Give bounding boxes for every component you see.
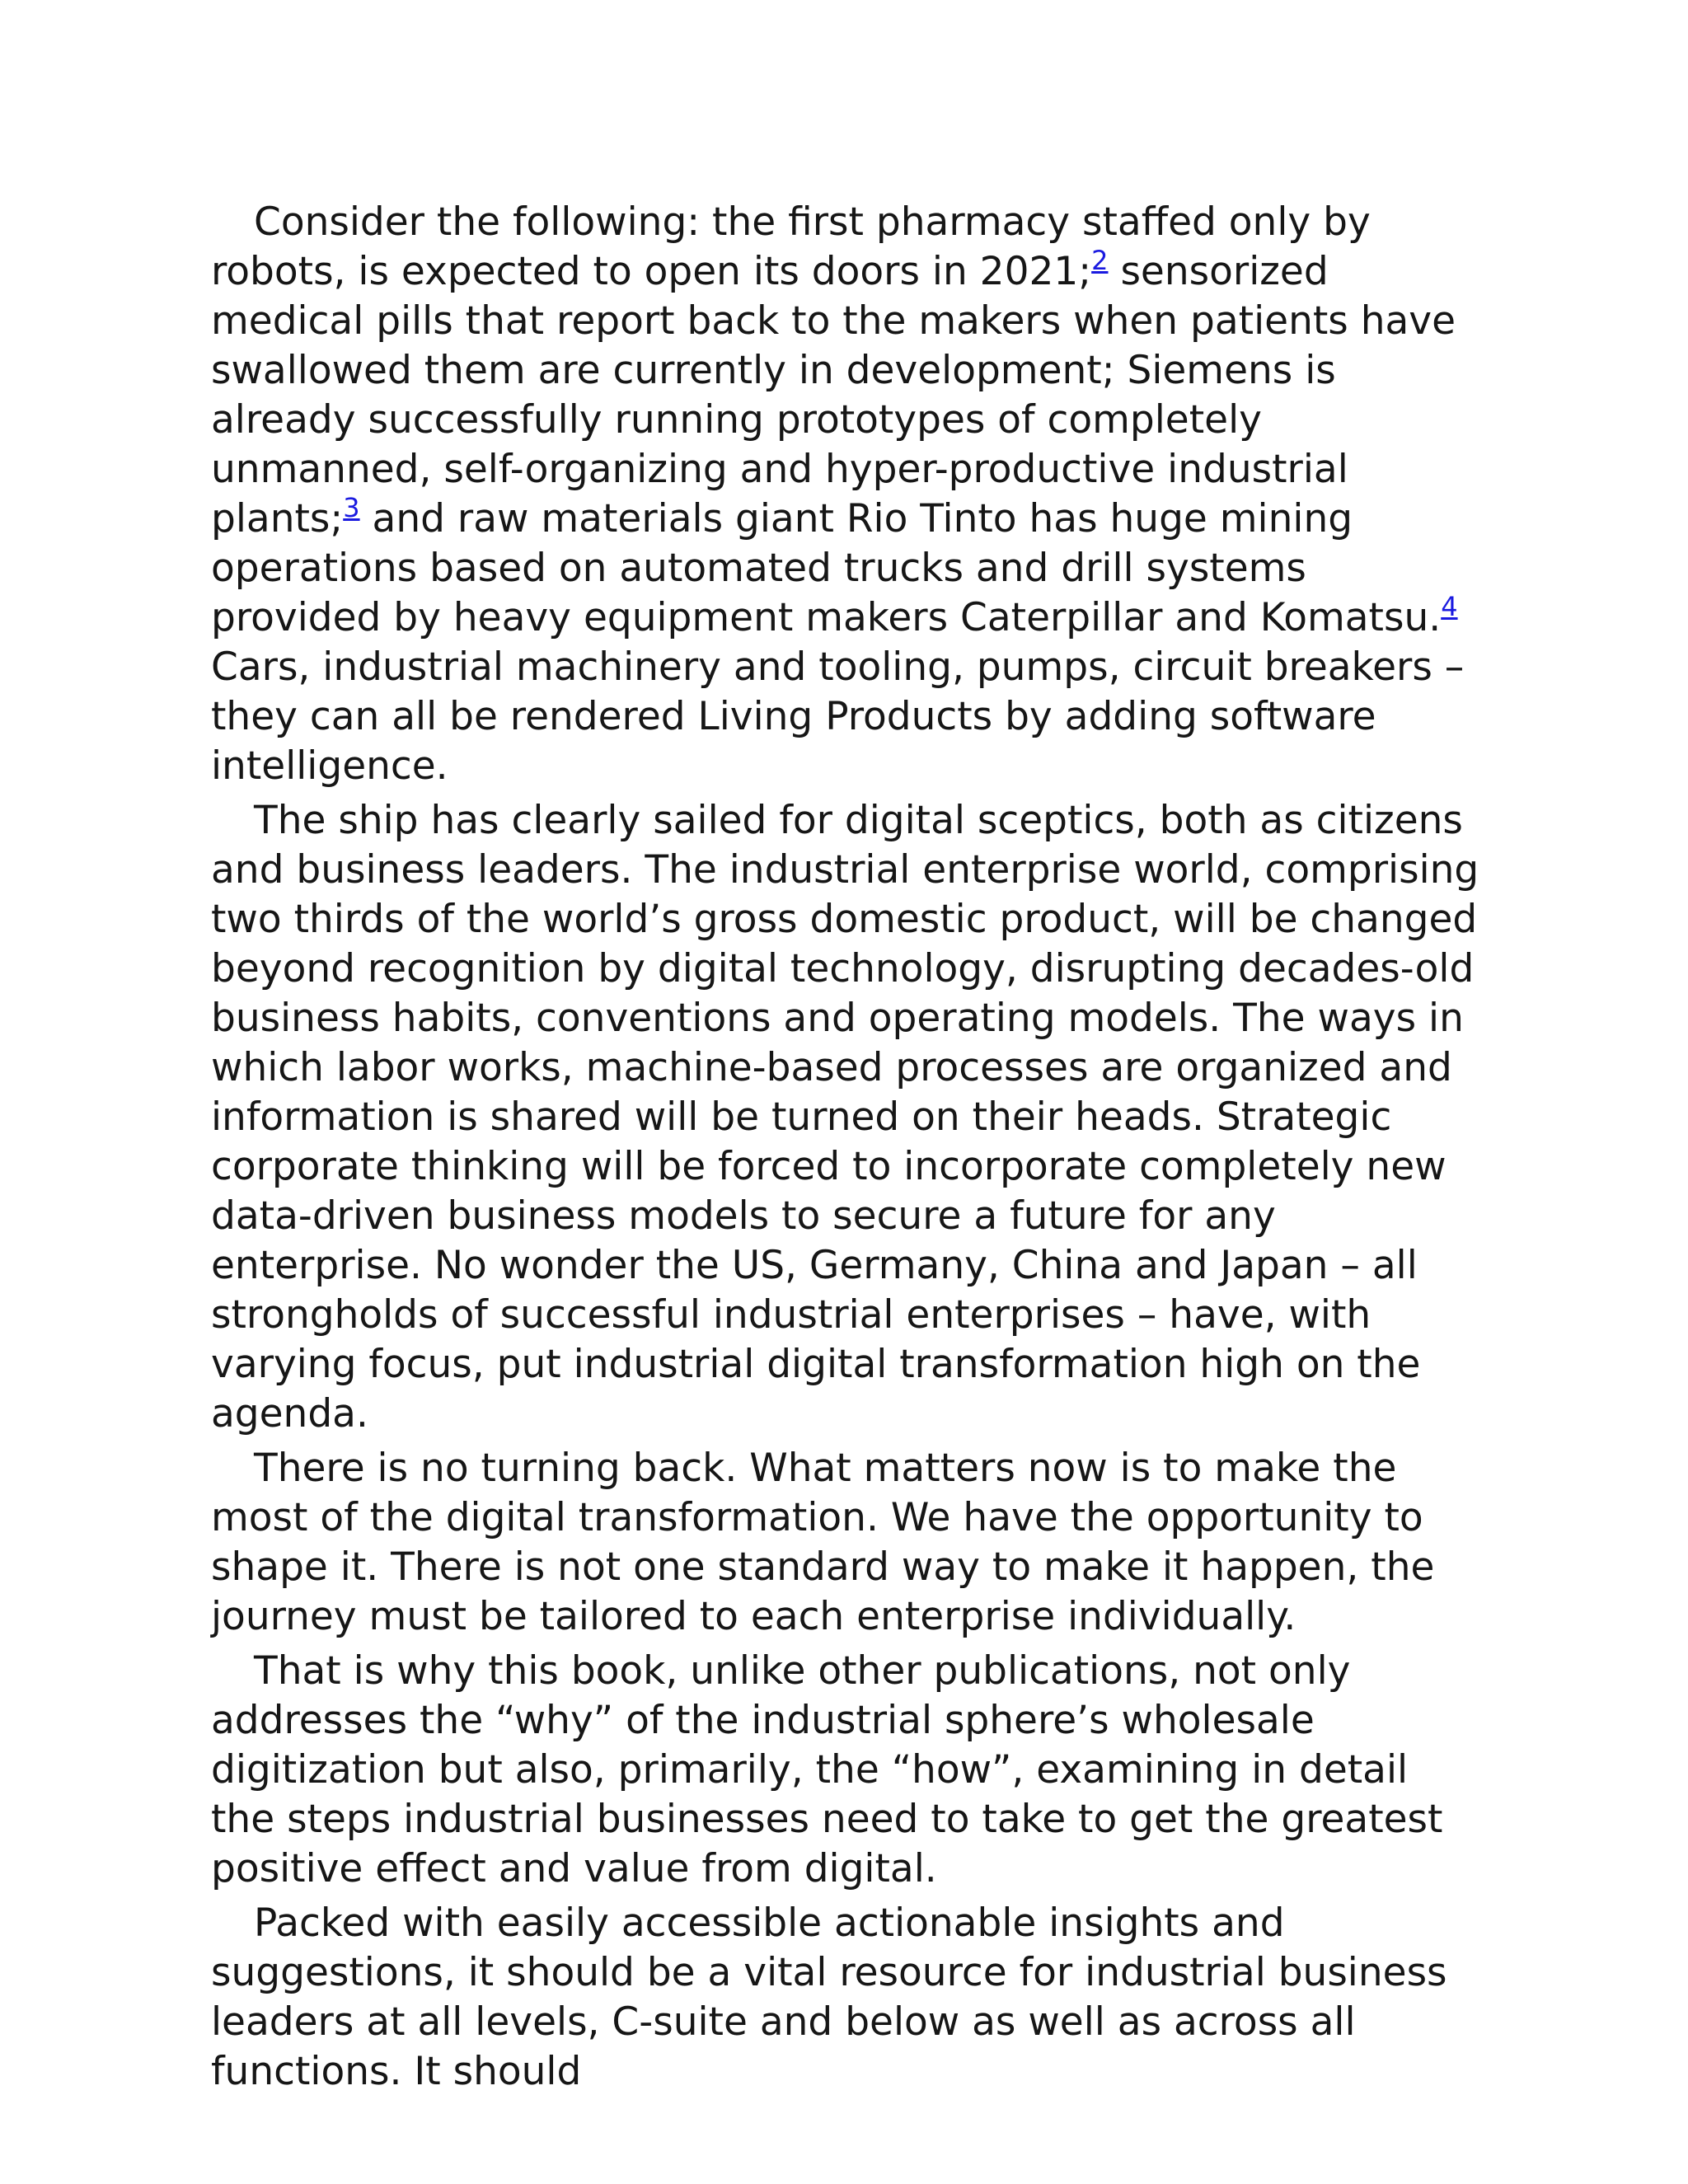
document-page bbox=[211, 198, 1480, 2102]
paragraph-text: That is why this book, unlike other publications, not only addresses the “why” of the industrial sphere’s wholesale digitization but also, primarily, the “how”, examining in detail the steps industrial businesses need to take to get the greatest positive effect and value from digital. bbox=[211, 1648, 1443, 1891]
paragraph-text: There is no turning back. What matters now is to make the most of the digital transformation. We have the opportunity to shape it. There is not one standard way to make it happen, the journey must be tailored to each enterprise individually. bbox=[211, 1446, 1435, 1639]
footnote-link-2[interactable]: 2 bbox=[1091, 245, 1109, 276]
paragraph-1 bbox=[211, 198, 1480, 791]
paragraph-text: The ship has clearly sailed for digital sceptics, both as citizens and business leaders. The industrial enterprise world, comprising two thirds of the world’s gross domestic product, will be changed beyond recognition by digital technology, disrupting decades-old business habits, conventions and operating models. The ways in which labor works, machine-based processes are organized and information is shared will be turned on their heads. Strategic corporate thinking will be forced to incorporate completely new data-driven business models to secure a future for any enterprise. No wonder the US, Germany, China and Japan – all strongholds of successful industrial enterprises – have, with varying focus, put industrial digital transformation high on the agenda. bbox=[211, 798, 1479, 1436]
paragraph-text: sensorized medical pills that report back to the makers when patients have swallowed them are currently in development; Siemens is already successfully running prototypes of completely unmanned, self-organizing and hyper-productive industrial plants; bbox=[211, 249, 1456, 541]
paragraph-4 bbox=[211, 1647, 1480, 1894]
footnote-link-3[interactable]: 3 bbox=[343, 492, 360, 523]
paragraph-text: and raw materials giant Rio Tinto has huge mining operations based on automated trucks and drill systems provided by heavy equipment makers Caterpillar and Komatsu. bbox=[211, 496, 1442, 640]
paragraph-text: Consider the following: the first pharmacy staffed only by robots, is expected to open its doors in 2021; bbox=[211, 199, 1371, 294]
paragraph-text: Cars, industrial machinery and tooling, pumps, circuit breakers – they can all be rendered Living Products by adding software intelligence. bbox=[211, 644, 1465, 789]
paragraph-3 bbox=[211, 1444, 1480, 1642]
footnote-link-4[interactable]: 4 bbox=[1441, 591, 1458, 622]
paragraph-2 bbox=[211, 796, 1480, 1439]
paragraph-text: Packed with easily accessible actionable insights and suggestions, it should be a vital resource for industrial business leaders at all levels, C-suite and below as well as across all functions. It should bbox=[211, 1900, 1447, 2094]
paragraph-5 bbox=[211, 1899, 1480, 2097]
